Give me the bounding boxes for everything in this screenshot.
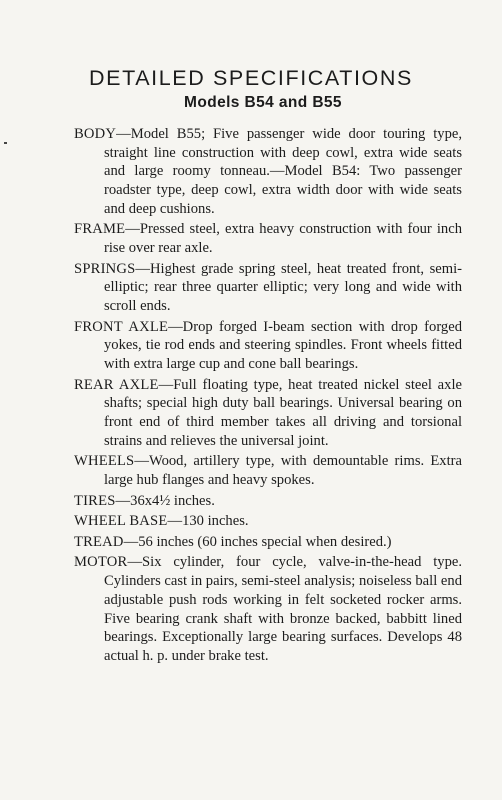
spec-text: Pressed steel, extra heavy construction with four inch rise over rear axle. bbox=[104, 221, 462, 257]
spec-body: BODY—Model B55; Five passenger wide door touring type, straight line construction with deep cowl, extra wide seats and large roomy tonneau.—Model B54: Two passenger roadster type, deep cowl, extra width door with wide seats and deep cushions. bbox=[74, 126, 462, 217]
spec-text: 130 inches. bbox=[182, 513, 249, 530]
spec-rear-axle: REAR AXLE—Full floating type, heat treated nickel steel axle shafts; special high duty ball bearings. Universal bearing on front end of third member takes all driving and torsional strains and relieves the universal joint. bbox=[74, 376, 462, 449]
spec-motor: MOTOR—Six cylinder, four cycle, valve-in-the-head type. Cylinders cast in pairs, semi-steel analysis; noiseless ball end adjustable push rods working in felt socketed rocker arms. Five bearing crank shaft with bronze backed, babbitt lined bearings. Exceptionally large bearing surfaces. Develops 48 actual h. p. under brake test. bbox=[74, 554, 462, 664]
spec-label: WHEEL BASE bbox=[74, 513, 168, 530]
page-title: DETAILED SPECIFICATIONS bbox=[89, 66, 413, 90]
spec-tires: TIRES—36x4½ inches. bbox=[74, 492, 215, 509]
spec-text: 56 inches (60 inches special when desired.) bbox=[138, 533, 392, 550]
spec-list bbox=[74, 125, 462, 668]
spec-frame: FRAME—Pressed steel, extra heavy construction with four inch rise over rear axle. bbox=[74, 221, 462, 257]
spec-label: SPRINGS bbox=[74, 260, 136, 277]
page-subtitle: Models B54 and B55 bbox=[184, 94, 342, 111]
spec-label: MOTOR bbox=[74, 554, 128, 571]
spec-text: Highest grade spring steel, heat treated front, semi-elliptic; rear three quarter elliptic; very long and wide with scroll ends. bbox=[104, 260, 462, 315]
spec-wheel-base: WHEEL BASE—130 inches. bbox=[74, 513, 249, 530]
spec-text: Full floating type, heat treated nickel steel axle shafts; special high duty ball bearings. Universal bearing on front end of third member takes all driving and torsional strains and relieves the universal joint. bbox=[104, 376, 462, 449]
spec-label: FRONT AXLE bbox=[74, 318, 169, 335]
spec-label: TREAD bbox=[74, 533, 124, 550]
spec-label: BODY bbox=[74, 126, 117, 142]
spec-text: 36x4½ inches. bbox=[130, 492, 215, 509]
margin-mark bbox=[4, 142, 7, 144]
spec-text: Model B55; Five passenger wide door touring type, straight line construction with deep cowl, extra wide seats and large roomy tonneau.—Model B54: Two passenger roadster type, deep cowl, extra width door with wide seats and deep cushions. bbox=[104, 126, 462, 217]
spec-label: REAR AXLE bbox=[74, 376, 159, 393]
spec-springs: SPRINGS—Highest grade spring steel, heat treated front, semi-elliptic; rear three quarter elliptic; very long and wide with scroll ends. bbox=[74, 260, 462, 315]
spec-front-axle: FRONT AXLE—Drop forged I-beam section with drop forged yokes, tie rod ends and steering spindles. Front wheels fitted with extra large cup and cone ball bearings. bbox=[74, 318, 462, 373]
spec-label: WHEELS bbox=[74, 453, 135, 470]
spec-wheels: WHEELS—Wood, artillery type, with demountable rims. Extra large hub flanges and heavy spokes. bbox=[74, 453, 462, 489]
spec-tread: TREAD—56 inches (60 inches special when desired.) bbox=[74, 533, 392, 550]
spec-text: Six cylinder, four cycle, valve-in-the-head type. Cylinders cast in pairs, semi-steel analysis; noiseless ball end adjustable push rods working in felt socketed rocker arms. Five bearing crank shaft with bronze backed, babbitt lined bearings. Exceptionally large bearing surfaces. Develops 48 actual h. p. under brake test. bbox=[104, 554, 462, 664]
spec-label: FRAME bbox=[74, 221, 126, 238]
spec-text: Wood, artillery type, with demountable rims. Extra large hub flanges and heavy spokes. bbox=[104, 453, 462, 489]
spec-text: Drop forged I-beam section with drop forged yokes, tie rod ends and steering spindles. Front wheels fitted with extra large cup and cone ball bearings. bbox=[104, 318, 462, 373]
spec-label: TIRES bbox=[74, 492, 116, 509]
